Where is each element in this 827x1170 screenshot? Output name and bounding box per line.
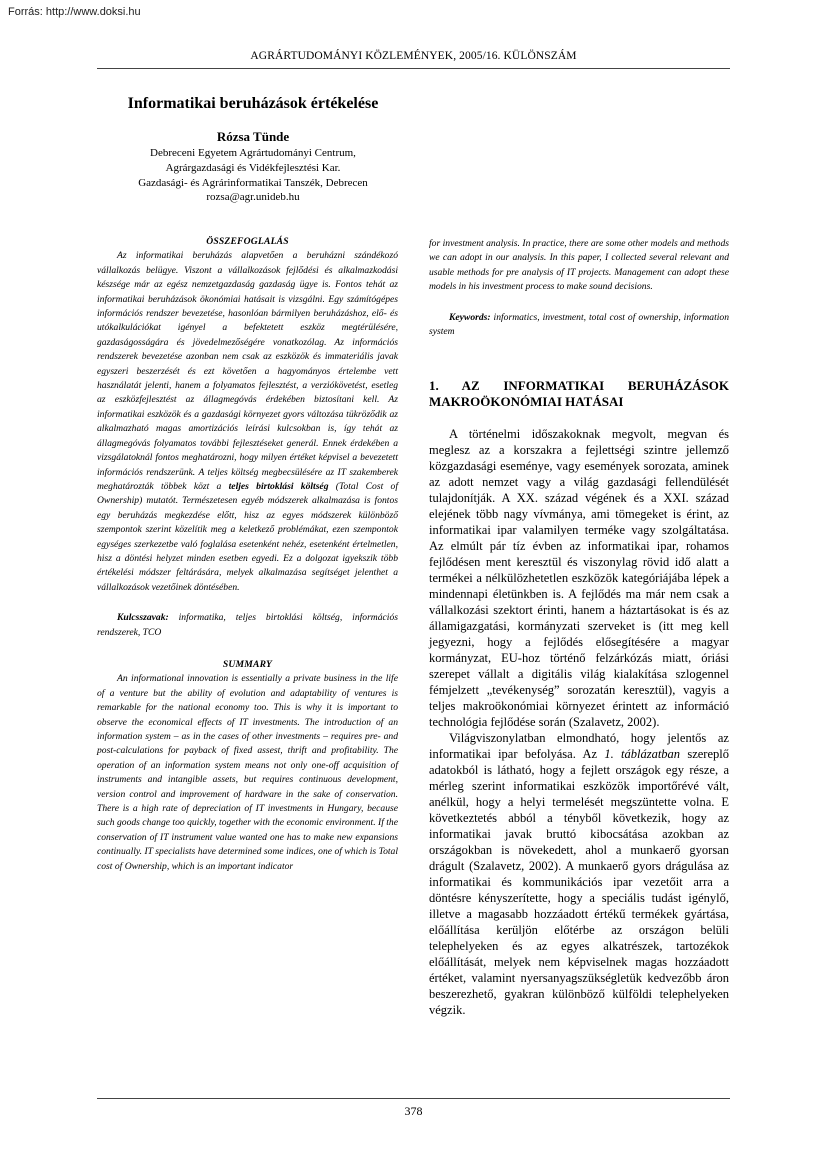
- keywords-hu: [97, 611, 398, 640]
- affiliation: [97, 146, 409, 205]
- table-reference: 1. táblázatban: [604, 747, 681, 761]
- abstract-left-column: [97, 235, 398, 874]
- section-1-title: 1. AZ INFORMATIKAI BERUHÁZÁSOK MAKROÖKONÓMIAI HATÁSAI: [429, 378, 729, 409]
- keywords-en-text: informatics, investment, total cost of ownership, information system: [429, 311, 729, 338]
- affiliation-line-3: Gazdasági- és Agrárinformatikai Tanszék, Debrecen: [138, 176, 368, 189]
- keywords-en: [429, 311, 729, 340]
- page-number: 378: [404, 1104, 423, 1118]
- affiliation-line-2: Agrárgazdasági és Vidékfejlesztési Kar.: [165, 161, 341, 174]
- section-1-paragraph-2: [429, 730, 729, 1018]
- abstract-hu-heading: ÖSSZEFOGLALÁS: [206, 236, 289, 247]
- paper-title: Informatikai beruházások értékelése: [127, 95, 379, 112]
- author-email: rozsa@agr.unideb.hu: [206, 191, 300, 204]
- section-1-para2-b: szereplő adatokból is látható, hogy a fejlett országok egy része, a mérleg szerint informatikai eszközök importőrévé vált, anélkül, hogy a helyi termelését megszüntette volna. E következtetés abból a tényből következik, hogy az informatikai javak bruttó kibocsátása azokban az országokban is növekedett, ahol a munkaerő gyorsan drágult (Szalavetz, 2002). A munkaerő gyors drágulása az informatikai és kommunikációs ipar vezetőit arra a döntésre kényszerítette, hogy a speciális tudást igénylő, illetve a magasabb hozzáadott értékű termékek gyártása, előállítása kerüljön előtérbe az országon belüli telephelyeken és az egyes alkatrészek, tartozékok előállítását, melyek nem képviselnek magas hozzáadott értéket, valamint nyersanyagszükségletük kedvezőbb áron beszerezhető, gyakran különböző külföldi telephelyeken végzik.: [429, 747, 729, 1017]
- abstract-hu-text: [97, 249, 398, 595]
- section-1-body: [429, 426, 729, 1018]
- abstract-hu-bold-term: teljes birtoklási költség: [228, 480, 329, 492]
- abstract-right-column: [429, 237, 729, 339]
- abstract-en-text-right: for investment analysis. In practice, there are some other models and methods we can adopt in our analysis. In this paper, I collected several relevant and usable methods for pre analysis of IT projects. Management can adopt these models in his investment process to make sound decisions.: [429, 238, 729, 293]
- section-1-para2-a: Világviszonylatban elmondható, hogy jelentős az informatikai ipar befolyása. Az: [429, 731, 729, 761]
- abstract-en-heading: SUMMARY: [222, 658, 273, 670]
- header-rule: [97, 68, 730, 69]
- footer-rule: [97, 1098, 730, 1099]
- keywords-en-label: Keywords:: [449, 311, 491, 323]
- keywords-hu-label: Kulcsszavak:: [117, 612, 169, 624]
- affiliation-line-1: Debreceni Egyetem Agrártudományi Centrum,: [150, 147, 356, 159]
- source-line: Forrás: http://www.doksi.hu: [8, 6, 141, 18]
- abstract-hu-text-b: (Total Cost of Ownership) mutatót. Természetesen egyéb módszerek alkalmazása is fontos egy beruházás megkezdése előtt, hisz az egyes módszerek különböző szempontok szerint közelítik meg a keletkező problémákat, ezen szempontok egységes szerkezetbe való foglalása esetenként nehéz, esetenként értelmetlen, hisz a döntési helyzet minden esetben egyedi. Ez a dolgozat igyekszik több értékelési módszer feltárására, melyek alkalmazása segítséget jelenthet a vállalkozások vezetőinek döntésében.: [97, 480, 398, 593]
- abstract-en-text-left: An informational innovation is essentially a private business in the life of a venture but the ability of evolution and adaptability of ventures is remarkable for the national economy too. This is why it is important to observe the economical effects of IT investments. The introduction of an information system – as in the cases of other investments – requires pre- and post-calculations for payback of fixed assest, thrift and profitability. The operation of an information system means not only one-off acquisition of instruments and intangible assets, but requires continuous development, version control and improvement of hardware in the sake of conservation. There is a high rate of depreciation of IT investments in Hungary, because such goods change too quickly, together with the economic environment. If the conservation of IT instrument value wanted one has to make new expansions continually. IT specialists have determined some indices, one of which is Total cost of Ownership, which is an important indicator: [97, 673, 398, 872]
- keywords-hu-text: informatika, teljes birtoklási költség, információs rendszerek, TCO: [97, 612, 398, 638]
- abstract-hu-text-a: Az informatikai beruházás alapvetően a beruházni szándékozó vállalkozás belügye. Viszont a vállalkozások fejlődési és alkalmazkodási készsége már az egész nemzetgazdaság gazdaság ügye is. Fontos tehát az informatikai beruházások ökonómiai hatásait is vizsgálni. Egy számítógépes információs rendszer bevezetése, hasonlóan bármilyen beruházáshoz, elő- és utókalkulációkat igényel a befektetett eszköz megtérülésére, gazdaságosságára és jövedelmezőségére vonatkozólag. Az információs rendszerek bevezetése azonban nem csak az eszközök és immateriális javak egyszeri beszerzését és ezt követően a hagyományos értelembe vett használatát jelenti, hanem a folyamatos fejlesztést, a verziókövetést, esetleg az eszközfejlesztést az állagmegóvás érdekében biztosítani kell. Az informatikai eszközök és a gazdasági környezet gyors változása tükröződik az alkalmazható magas amortizációs leírási kulcsokban is, így tehát az állagmegóvás folyamatos további fejlesztéseket generál. Ennek érdekében a vizsgálatoknál fontos meghatározni, hogy milyen értéket képvisel a bevezetett információs rendszerünk. A teljes költség megbecsülésére az IT szakemberek meghatározták többek közt a: [97, 250, 398, 492]
- section-1-paragraph-1: A történelmi időszakoknak megvolt, megvan és meglesz az a korszakra a fejlettségi szintre jellemző közgazdasági eseménye, vagy események sorozata, aminek az adott nemzet vagy a világ gazdasági fellendülését tulajdonítják. A XX. század végének és a XXI. század elejének több nagy vívmánya, ami tömegeket is érint, az informatikai ipar valamilyen terméke vagy szolgáltatása. Az elmúlt pár tíz évben az informatikai ipar, rohamos fejlődésen ment keresztül és viszonylag rövid idő alatt a termékei a nélkülözhetetlen eszközök kategóriájába lépek a mindennapi életünkben is. A fejlődés ma már nem csak a vállalkozási szektort érinti, hanem a háztartásokat is és az államigazgatási, kormányzati szerveket is (itt meg kell jegyezni, hogy a fejlődés elősegítésére a magyar kormányzat, EU-hoz történő felzárkózás miatt, óriási szerepet vállalt a digitális világ kialakítása szlogennel fémjelzett „tevékenység” sorozatán keresztül), vagyis a teljes makroökonómiai környezet érintett az információ technológia fejlődése során (Szalavetz, 2002).: [429, 427, 729, 729]
- author-name: Rózsa Tünde: [216, 129, 290, 144]
- running-head: AGRÁRTUDOMÁNYI KÖZLEMÉNYEK, 2005/16. KÜLÖNSZÁM: [250, 50, 577, 62]
